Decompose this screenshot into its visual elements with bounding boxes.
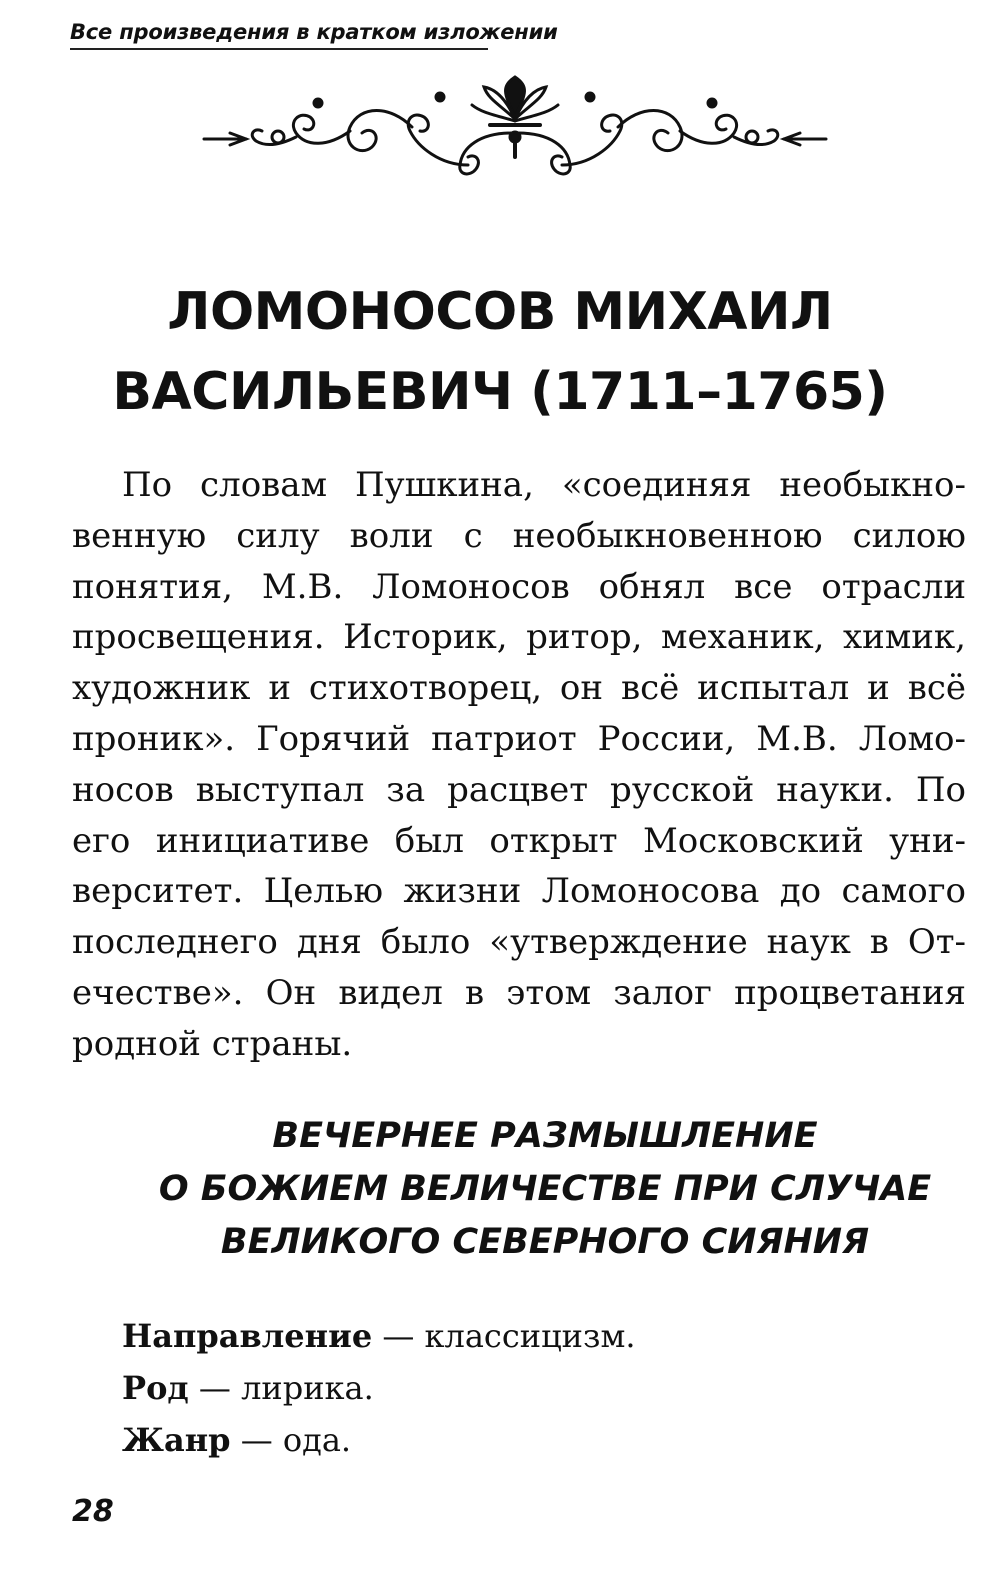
info-genre-value: — ода. (230, 1421, 352, 1459)
page-number: 28 (72, 1494, 114, 1529)
bio-line: ечестве». Он видел в этом залог процветания (72, 972, 966, 1013)
author-title-line1: ЛОМОНОСОВ МИХАИЛ (167, 282, 833, 342)
bio-line: верситет. Целью жизни Ломоносова до самого (72, 871, 966, 912)
bio-line: последнего дня было «утверждение наук в От- (72, 922, 966, 963)
work-title-line2: О БОЖИЕМ ВЕЛИЧЕСТВЕ ПРИ СЛУЧАЕ (158, 1169, 932, 1209)
bio-line: носов выступал за расцвет русской науки. По (72, 769, 966, 810)
work-title-line1: ВЕЧЕРНЕЕ РАЗМЫШЛЕНИЕ (272, 1116, 818, 1156)
info-row-direction (122, 1310, 636, 1362)
info-row-genre (122, 1414, 636, 1466)
info-kind-value: — лирика. (188, 1369, 374, 1407)
bio-line: венную силу воли с необыкновенною силою (72, 515, 966, 556)
info-genre-label: Жанр (122, 1421, 231, 1459)
running-header: Все произведения в кратком изложении (70, 20, 488, 50)
bio-line: родной страны. (72, 1023, 353, 1064)
info-direction-value: — классицизм. (372, 1317, 636, 1355)
bio-line: понятия, М.В. Ломоносов обнял все отрасли (72, 566, 966, 607)
work-info (122, 1310, 636, 1466)
decorative-ornament (200, 75, 830, 180)
work-title (60, 1110, 940, 1269)
info-row-kind (122, 1362, 636, 1414)
author-title (40, 272, 960, 432)
bio-line: художник и стихотворец, он всё испытал и всё (72, 668, 966, 709)
work-title-line3: ВЕЛИКОГО СЕВЕРНОГО СИЯНИЯ (220, 1222, 870, 1262)
info-direction-label: Направление (122, 1317, 373, 1355)
bio-line: По словам Пушкина, «соединяя необыкно- (122, 465, 966, 505)
bio-line: просвещения. Историк, ритор, механик, химик, (72, 617, 966, 658)
biography-paragraph (72, 460, 966, 1070)
bio-line: проник». Горячий патриот России, М.В. Ломо- (72, 718, 966, 759)
info-kind-label: Род (122, 1369, 189, 1407)
author-title-line2: ВАСИЛЬЕВИЧ (1711–1765) (112, 362, 888, 422)
bio-line: его инициативе был открыт Московский уни- (72, 820, 966, 861)
